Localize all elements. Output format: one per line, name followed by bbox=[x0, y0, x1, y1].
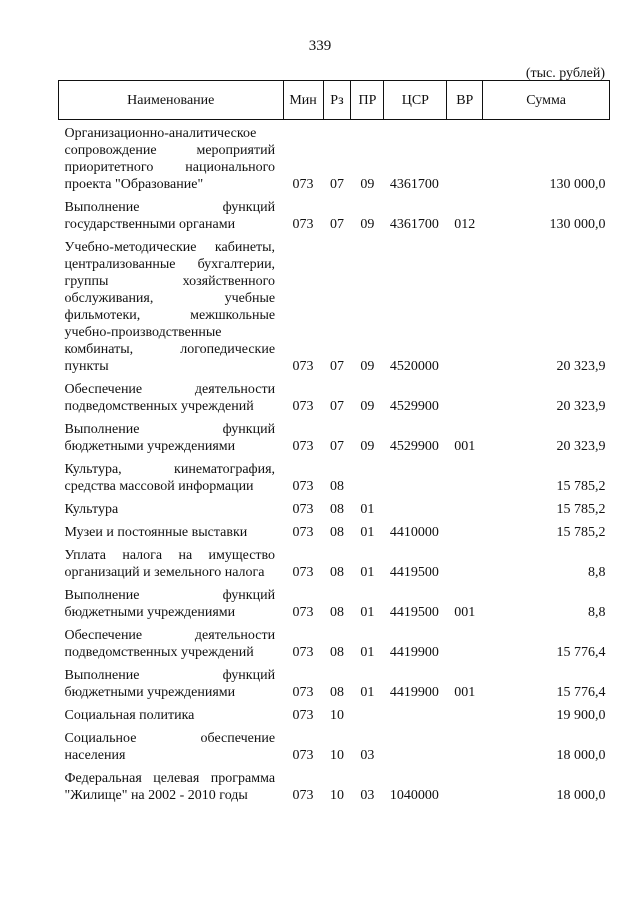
budget-table bbox=[58, 80, 610, 804]
cell-vr bbox=[447, 724, 483, 764]
cell-pr: 01 bbox=[360, 685, 375, 700]
cell-pr: 09 bbox=[360, 439, 375, 454]
cell-sum: 18 000,0 bbox=[556, 748, 606, 763]
cell-pr: 01 bbox=[360, 525, 375, 540]
cell-csr bbox=[384, 701, 447, 724]
cell-pr: 01 bbox=[360, 565, 375, 580]
table-row bbox=[59, 621, 610, 661]
cell-csr: 4361700 bbox=[389, 177, 439, 192]
cell-min: 073 bbox=[292, 605, 314, 620]
cell-min: 073 bbox=[292, 788, 314, 803]
cell-name: Выполнение функций бюджетными учреждениями bbox=[64, 668, 276, 700]
cell-min: 073 bbox=[292, 479, 314, 494]
cell-csr bbox=[384, 495, 447, 518]
cell-csr: 4361700 bbox=[389, 217, 439, 232]
cell-pr: 09 bbox=[360, 217, 375, 232]
table-row bbox=[59, 233, 610, 375]
cell-name: Социальная политика bbox=[64, 708, 195, 723]
cell-sum: 130 000,0 bbox=[549, 177, 606, 192]
header-vr: ВР bbox=[447, 81, 483, 120]
cell-name: Учебно-методические кабинеты, централизованные бухгалтерии, группы хозяйственного обслуживания, учебные фильмотеки, межшкольные учебно-производственные комбинаты, логопедические пункты bbox=[64, 240, 276, 374]
cell-name: Культура bbox=[64, 502, 119, 517]
cell-csr: 4419500 bbox=[389, 565, 439, 580]
cell-sum: 15 776,4 bbox=[556, 645, 606, 660]
cell-sum: 19 900,0 bbox=[556, 708, 606, 723]
cell-name: Организационно-аналитическое сопровождение мероприятий приоритетного национального проекта "Образование" bbox=[64, 126, 276, 192]
table-body bbox=[59, 120, 610, 805]
table-row bbox=[59, 415, 610, 455]
table-row bbox=[59, 120, 610, 194]
cell-sum: 8,8 bbox=[588, 605, 606, 620]
cell-name: Федеральная целевая программа "Жилище" на 2002 - 2010 годы bbox=[64, 771, 276, 803]
table-row bbox=[59, 541, 610, 581]
cell-csr: 4419900 bbox=[389, 685, 439, 700]
cell-vr bbox=[447, 518, 483, 541]
cell-rz: 07 bbox=[329, 177, 344, 192]
cell-vr bbox=[447, 120, 483, 194]
cell-vr bbox=[447, 495, 483, 518]
cell-rz: 08 bbox=[329, 479, 344, 494]
cell-vr: 001 bbox=[454, 605, 476, 620]
header-name: Наименование bbox=[59, 81, 284, 120]
cell-vr: 001 bbox=[454, 685, 476, 700]
cell-vr: 012 bbox=[454, 217, 476, 232]
cell-csr: 1040000 bbox=[389, 788, 439, 803]
cell-rz: 08 bbox=[329, 605, 344, 620]
cell-rz: 10 bbox=[329, 708, 344, 723]
cell-vr bbox=[447, 764, 483, 804]
cell-pr: 09 bbox=[360, 399, 375, 414]
header-min: Мин bbox=[283, 81, 323, 120]
cell-sum: 15 776,4 bbox=[556, 685, 606, 700]
cell-rz: 07 bbox=[329, 439, 344, 454]
cell-min: 073 bbox=[292, 565, 314, 580]
cell-sum: 20 323,9 bbox=[556, 439, 606, 454]
cell-rz: 08 bbox=[329, 525, 344, 540]
cell-rz: 07 bbox=[329, 217, 344, 232]
cell-rz: 10 bbox=[329, 788, 344, 803]
cell-vr bbox=[447, 541, 483, 581]
cell-pr: 03 bbox=[360, 748, 375, 763]
cell-pr: 09 bbox=[360, 177, 375, 192]
cell-pr bbox=[351, 701, 384, 724]
cell-pr bbox=[351, 455, 384, 495]
cell-rz: 07 bbox=[329, 359, 344, 374]
header-csr: ЦСР bbox=[384, 81, 447, 120]
table-header bbox=[59, 81, 610, 120]
cell-csr: 4520000 bbox=[389, 359, 439, 374]
cell-csr bbox=[384, 455, 447, 495]
cell-csr: 4419900 bbox=[389, 645, 439, 660]
cell-rz: 08 bbox=[329, 502, 344, 517]
cell-vr bbox=[447, 621, 483, 661]
cell-pr: 01 bbox=[360, 645, 375, 660]
cell-vr bbox=[447, 233, 483, 375]
cell-sum: 20 323,9 bbox=[556, 399, 606, 414]
cell-rz: 08 bbox=[329, 645, 344, 660]
cell-name: Выполнение функций государственными органами bbox=[64, 200, 276, 232]
cell-min: 073 bbox=[292, 399, 314, 414]
header-sum: Сумма bbox=[483, 81, 610, 120]
cell-csr: 4410000 bbox=[389, 525, 439, 540]
cell-pr: 09 bbox=[360, 359, 375, 374]
cell-csr: 4529900 bbox=[389, 399, 439, 414]
cell-min: 073 bbox=[292, 502, 314, 517]
cell-name: Обеспечение деятельности подведомственных учреждений bbox=[64, 628, 276, 660]
cell-min: 073 bbox=[292, 645, 314, 660]
page-number: 339 bbox=[308, 38, 332, 54]
cell-rz: 10 bbox=[329, 748, 344, 763]
table-row bbox=[59, 518, 610, 541]
table-row bbox=[59, 701, 610, 724]
cell-vr bbox=[447, 701, 483, 724]
cell-name: Социальное обеспечение населения bbox=[64, 731, 276, 763]
cell-rz: 07 bbox=[329, 399, 344, 414]
cell-name: Выполнение функций бюджетными учреждениями bbox=[64, 422, 276, 454]
cell-min: 073 bbox=[292, 748, 314, 763]
cell-name: Уплата налога на имущество организаций и земельного налога bbox=[64, 548, 276, 580]
cell-min: 073 bbox=[292, 525, 314, 540]
cell-sum: 8,8 bbox=[588, 565, 606, 580]
table-row bbox=[59, 495, 610, 518]
cell-rz: 08 bbox=[329, 685, 344, 700]
cell-name: Выполнение функций бюджетными учреждениями bbox=[64, 588, 276, 620]
table-row bbox=[59, 724, 610, 764]
cell-vr bbox=[447, 375, 483, 415]
units-label: (тыс. рублей) bbox=[525, 66, 605, 81]
table-row bbox=[59, 193, 610, 233]
cell-min: 073 bbox=[292, 177, 314, 192]
cell-min: 073 bbox=[292, 439, 314, 454]
cell-min: 073 bbox=[292, 359, 314, 374]
cell-vr bbox=[447, 455, 483, 495]
cell-rz: 08 bbox=[329, 565, 344, 580]
cell-name: Культура, кинематография, средства массовой информации bbox=[64, 462, 276, 494]
cell-csr bbox=[384, 724, 447, 764]
cell-vr: 001 bbox=[454, 439, 476, 454]
cell-sum: 20 323,9 bbox=[556, 359, 606, 374]
cell-pr: 01 bbox=[360, 502, 375, 517]
cell-sum: 15 785,2 bbox=[556, 525, 606, 540]
cell-sum: 130 000,0 bbox=[549, 217, 606, 232]
cell-min: 073 bbox=[292, 685, 314, 700]
header-rz: Рз bbox=[323, 81, 351, 120]
table-row bbox=[59, 581, 610, 621]
cell-pr: 03 bbox=[360, 788, 375, 803]
cell-sum: 15 785,2 bbox=[556, 479, 606, 494]
cell-csr: 4529900 bbox=[389, 439, 439, 454]
table-row bbox=[59, 764, 610, 804]
cell-pr: 01 bbox=[360, 605, 375, 620]
cell-min: 073 bbox=[292, 217, 314, 232]
table-row bbox=[59, 661, 610, 701]
table-row bbox=[59, 375, 610, 415]
cell-csr: 4419500 bbox=[389, 605, 439, 620]
cell-name: Обеспечение деятельности подведомственных учреждений bbox=[64, 382, 276, 414]
header-pr: ПР bbox=[351, 81, 384, 120]
cell-min: 073 bbox=[292, 708, 314, 723]
cell-name: Музеи и постоянные выставки bbox=[64, 525, 248, 540]
table-row bbox=[59, 455, 610, 495]
cell-sum: 18 000,0 bbox=[556, 788, 606, 803]
cell-sum: 15 785,2 bbox=[556, 502, 606, 517]
